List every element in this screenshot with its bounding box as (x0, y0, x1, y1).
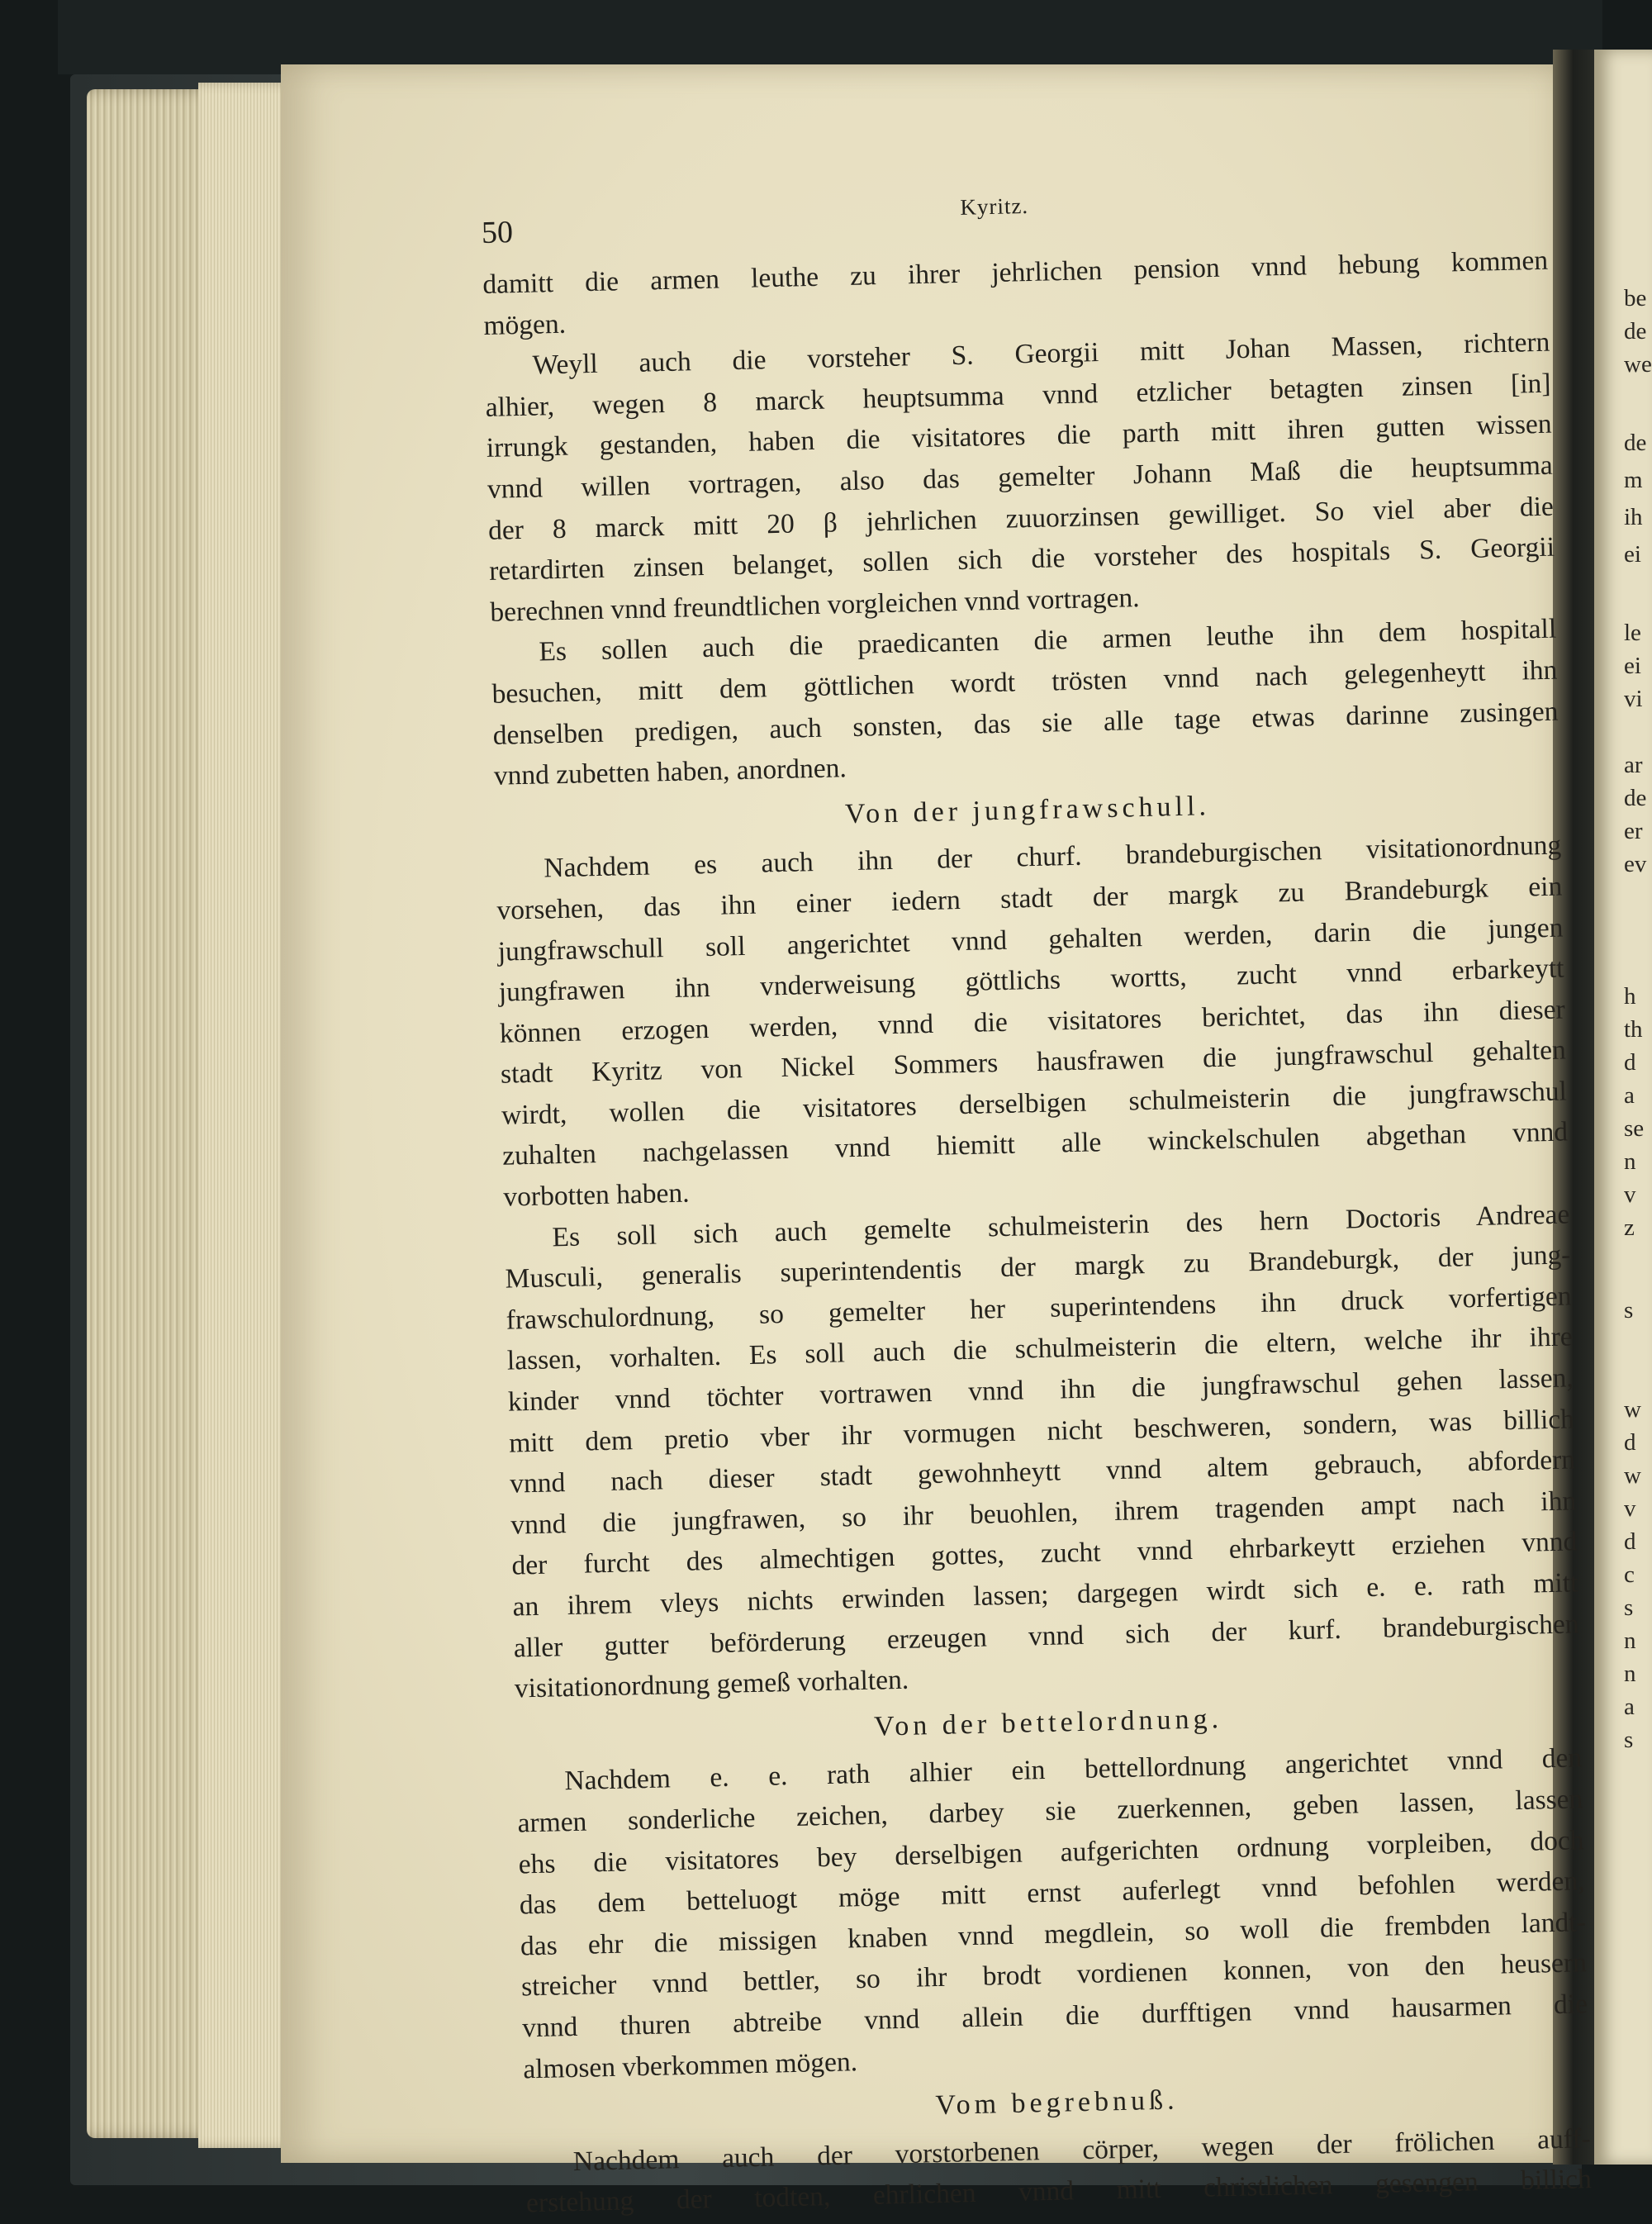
next-page-text-fragment: v (1624, 1181, 1636, 1208)
text-line: mitt dem pretio vber ihr vormugen nicht beschweren, sondern, was billich (508, 1403, 1575, 1459)
next-page-text-fragment: de (1624, 318, 1647, 345)
text-line: kinder vnnd töchter vortrawen vnnd ihn die jungfrawschul gehen lassen, (507, 1362, 1574, 1418)
text-line: das ehr die missigen knaben vnnd megdlein, so woll die frembden landt- (520, 1906, 1587, 1962)
paragraph-block7 (525, 2118, 1592, 2224)
next-page-edge (1594, 50, 1652, 2165)
next-page-text-fragment: ar (1624, 752, 1643, 778)
text-line: denselben predigen, auch sonsten, das sie alle tage etwas darinne zusingen (492, 696, 1559, 751)
section-heading-jungfrawschull: Von der jungfrawschull. (844, 790, 1211, 829)
next-page-text-fragment: de (1624, 430, 1647, 456)
next-page-text-fragment: vi (1624, 686, 1643, 712)
next-page-text-fragment: s (1624, 1727, 1634, 1753)
next-page-text-fragment: se (1624, 1115, 1645, 1142)
page-number: 50 (481, 215, 514, 250)
next-page-text-fragment: ei (1624, 541, 1641, 568)
text-line: besuchen, mitt dem göttlichen wordt trösten vnnd nach gelegenheytt ihn (491, 654, 1558, 710)
text-line: erstehung der todten, ehrlichen vnnd mitt christlichen gesengen billich (525, 2164, 1593, 2219)
text-line: der 8 marck mitt 20 β jehrlichen zuuorzinsen gewilliget. So viel aber die (487, 491, 1555, 546)
paragraph-block3 (491, 609, 1559, 797)
next-page-text-fragment: c (1624, 1561, 1635, 1588)
next-page-text-fragment: d (1624, 1049, 1636, 1076)
text-line: jungfrawen ihn vnderweisung göttlichs wortts, zucht vnnd erbarkeytt (498, 953, 1564, 1008)
text-line: Weyll auch die vorsteher S. Georgii mitt Johan Massen, richtern (532, 326, 1550, 381)
text-line: vnnd willen vortragen, also das gemelter Johann Maß die heuptsumma (487, 449, 1554, 505)
text-line: können erzogen werden, vnnd die visitatores berichtet, das ihn dieser (499, 994, 1566, 1049)
next-page-text-fragment: th (1624, 1016, 1643, 1043)
paragraph-block5 (504, 1194, 1580, 1709)
next-page-text-fragment: w (1624, 1462, 1641, 1489)
next-page-text-fragment: n (1624, 1628, 1636, 1654)
text-line: an ihrem vleys nichts erwinden lassen; dargegen wirdt sich e. e. rath mitt (512, 1567, 1578, 1623)
text-line: almosen vberkommen mögen. (522, 2046, 858, 2084)
text-line: frawschulordnung, so gemelter her superintendens ihn druck vorfertigen (506, 1281, 1572, 1336)
text-line: vnnd zubetten haben, anordnen. (493, 753, 847, 791)
section-heading-bettelordnung: Von der bettelordnung. (873, 1703, 1223, 1742)
text-line: vnnd thuren abtreibe vnnd allein die durfftigen vnnd hausarmen die (521, 1989, 1588, 2044)
next-page-text-fragment: a (1624, 1082, 1635, 1109)
running-head: Kyritz. (960, 192, 1029, 220)
paragraph-block4 (496, 825, 1569, 1218)
next-page-text-fragment: d (1624, 1429, 1636, 1456)
next-page-text-fragment: v (1624, 1495, 1636, 1522)
next-page-text-fragment: s (1624, 1297, 1634, 1323)
text-line: ehs die visitatores bey derselbigen aufgerichten ordnung vorpleiben, doch (518, 1824, 1584, 1880)
text-line: wirdt, wollen die visitatores derselbigen schulmeisterin die jungfrawschul (501, 1076, 1568, 1131)
paragraph-block6 (516, 1738, 1589, 2090)
next-page-text-fragment: s (1624, 1594, 1634, 1621)
text-line: vnnd nach dieser stadt gewohnheytt vnnd altem gebrauch, abfordern (509, 1444, 1576, 1499)
text-line: Es soll sich auch gemelte schulmeisterin des hern Doctoris Andreae (552, 1199, 1570, 1253)
text-line: berechnen vnnd freundtlichen vorgleichen vnnd vortragen. (489, 582, 1140, 628)
next-page-text-fragment: m (1624, 467, 1643, 493)
text-line: vnnd die jungfrawen, so ihr beuohlen, ihrem tragenden ampt nach ihn (510, 1485, 1577, 1541)
next-page-text-fragment: ev (1624, 851, 1647, 877)
text-line: Nachdem es auch ihn der churf. brandeburgischen visitationordnung (544, 829, 1562, 884)
text-line: vorbotten haben. (503, 1177, 690, 1213)
next-page-text-fragment: er (1624, 818, 1643, 844)
text-line: der furcht des almechtigen gottes, zucht vnnd ehrbarkeytt erziehen vnnd (511, 1526, 1578, 1581)
text-line: stadt Kyritz von Nickel Sommers hausfrawen die jungfrawschul gehalten (500, 1034, 1567, 1091)
text-line: alhier, wegen 8 marck heuptsumma vnnd etzlicher betagten zinsen [in] (485, 368, 1551, 423)
next-page-text-fragment: w (1624, 1396, 1641, 1423)
text-line: streicher vnnd bettler, so ihr brodt vordienen konnen, von den heusern (520, 1947, 1588, 2003)
next-page-text-fragment: be (1624, 285, 1647, 311)
text-line: mögen. (483, 308, 567, 341)
next-page-text-fragment: h (1624, 983, 1636, 1010)
page-text-block (481, 174, 1592, 2224)
binding-top (58, 0, 1602, 74)
next-page-text-fragment: n (1624, 1661, 1636, 1687)
text-line: Nachdem auch der vorstorbenen cörper, wegen der frölichen auff- (572, 2122, 1592, 2177)
text-line: lassen, vorhalten. Es soll auch die schulmeisterin die eltern, welche ihr ihre (506, 1321, 1574, 1377)
text-line: Musculi, generalis superintendentis der margk zu Brandeburgk, der jung- (505, 1239, 1571, 1295)
next-page-text-fragment: d (1624, 1528, 1636, 1555)
text-line: visitationordnung gemeß vorhalten. (514, 1664, 909, 1704)
next-page-text-fragment: a (1624, 1694, 1635, 1720)
text-line: zuhalten nachgelassen vnnd hiemitt alle winckelschulen abgethan vnnd (501, 1116, 1569, 1172)
next-page-text-fragment: z (1624, 1214, 1635, 1241)
next-page-text-fragment: ei (1624, 653, 1641, 679)
next-page-text-fragment: ih (1624, 504, 1643, 530)
text-line: das dem betteluogt möge mitt ernst auferlegt vnnd befohlen werden, (519, 1865, 1585, 1921)
text-line: armen sonderliche zeichen, darbey sie zuerkennen, geben lassen, lassen (517, 1784, 1583, 1839)
text-line: vorsehen, das ihn einer iedern stadt der margk zu Brandeburgk ein (496, 871, 1563, 926)
text-line: aller gutter beförderung erzeugen vnnd sich der kurf. brandeburgischen (513, 1608, 1579, 1664)
section-heading-begrebnuss: Vom begrebnuß. (935, 2084, 1179, 2122)
next-page-text-fragment: de (1624, 785, 1647, 811)
text-line: jungfrawschull soll angerichtet vnnd gehalten werden, darin die jungen (497, 912, 1564, 967)
next-page-text-fragment: n (1624, 1148, 1636, 1175)
paragraph-block2 (484, 322, 1556, 633)
text-line: Es sollen auch die praedicanten die armen leuthe ihn dem hospitall (539, 613, 1557, 668)
text-line: irrungk gestanden, haben die visitatores die parth mitt ihren gutten wissen (486, 409, 1552, 464)
next-page-text-fragment: we (1624, 351, 1652, 378)
text-line: retardirten zinsen belanget, sollen sich die vorsteher des hospitals S. Georgii (488, 531, 1555, 587)
text-line: Nachdem e. e. rath alhier ein bettellordnung angerichtet vnnd den (564, 1742, 1583, 1797)
text-line: damitt die armen leuthe zu ihrer jehrlichen pension vnnd hebung kommen (482, 245, 1549, 300)
next-page-text-fragment: le (1624, 620, 1641, 646)
